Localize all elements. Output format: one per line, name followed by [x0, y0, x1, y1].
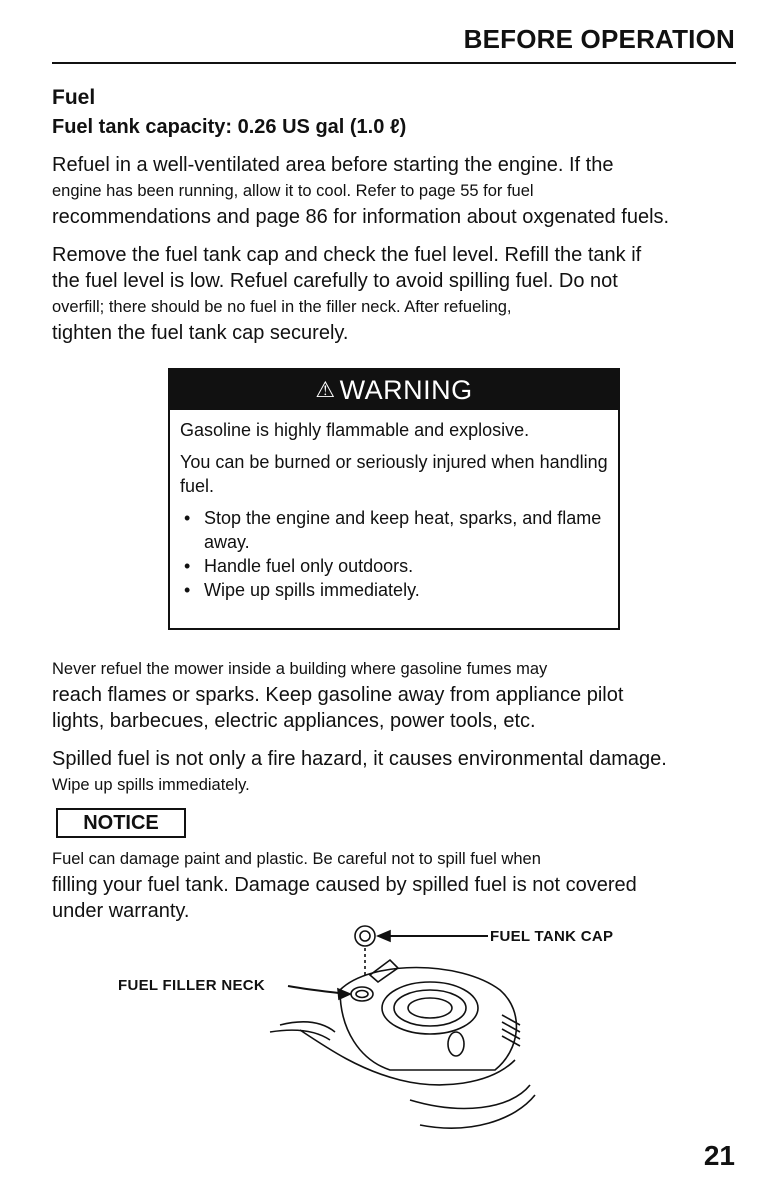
- header-rule: [52, 62, 736, 64]
- warning-title: WARNING: [339, 374, 473, 405]
- fuel-tank-cap-icon: [355, 926, 375, 976]
- page-number: 21: [703, 1140, 735, 1171]
- fuel-paragraph-2: [52, 242, 742, 346]
- warning-body: [170, 410, 618, 602]
- fuel-heading: Fuel: [52, 86, 96, 109]
- text-line: Refuel in a well-ventilated area before starting the engine. If the: [52, 154, 614, 176]
- fuel-filler-neck-icon: [351, 987, 373, 1001]
- warning-header: [170, 370, 618, 410]
- text-line: recommendations and page 86 for information about oxgenated fuels.: [52, 206, 670, 228]
- text-line: Spilled fuel is not only a fire hazard, it causes environmental damage.: [52, 748, 667, 770]
- warning-bullet-list: [180, 506, 608, 602]
- text-line: the fuel level is low. Refuel carefully to avoid spilling fuel. Do not: [52, 270, 618, 292]
- text-line: Wipe up spills immediately.: [52, 776, 250, 794]
- warning-triangle-icon: ⚠: [315, 377, 336, 402]
- section-title: BEFORE OPERATION: [463, 24, 735, 54]
- text-line: under warranty.: [52, 900, 190, 922]
- text-line: engine has been running, allow it to cool. Refer to page 55 for fuel: [52, 182, 534, 200]
- text-line: reach flames or sparks. Keep gasoline away from appliance pilot: [52, 684, 624, 706]
- text-line: Never refuel the mower inside a building where gasoline fumes may: [52, 660, 548, 678]
- warning-line: You can be burned or seriously injured when handling fuel.: [180, 452, 608, 496]
- warning-bullet: • Wipe up spills immediately.: [204, 578, 608, 602]
- fuel-tank-cap-label: FUEL TANK CAP: [490, 928, 614, 945]
- text-line: Remove the fuel tank cap and check the fuel level. Refill the tank if: [52, 244, 642, 266]
- text-line: filling your fuel tank. Damage caused by spilled fuel is not covered: [52, 874, 637, 896]
- fuel-paragraph-1: [52, 152, 742, 230]
- warning-bullet: • Stop the engine and keep heat, sparks, and flame away.: [204, 506, 608, 554]
- warning-bullet: • Handle fuel only outdoors.: [204, 554, 608, 578]
- text-line: tighten the fuel tank cap securely.: [52, 322, 349, 344]
- refuel-location-paragraph: [52, 656, 742, 734]
- fuel-filler-neck-label: FUEL FILLER NECK: [118, 977, 266, 994]
- text-line: Fuel can damage paint and plastic. Be careful not to spill fuel when: [52, 850, 541, 868]
- spill-paragraph: [52, 746, 742, 798]
- notice-label: NOTICE: [56, 808, 186, 838]
- warning-box: [168, 368, 620, 630]
- warning-line: Gasoline is highly flammable and explosive.: [180, 420, 530, 440]
- mower-fuel-illustration: [240, 920, 560, 1140]
- fuel-capacity: Fuel tank capacity: 0.26 US gal (1.0 ℓ): [52, 116, 407, 138]
- notice-paragraph: [52, 846, 742, 924]
- text-line: overfill; there should be no fuel in the filler neck. After refueling,: [52, 298, 512, 316]
- text-line: lights, barbecues, electric appliances, power tools, etc.: [52, 710, 536, 732]
